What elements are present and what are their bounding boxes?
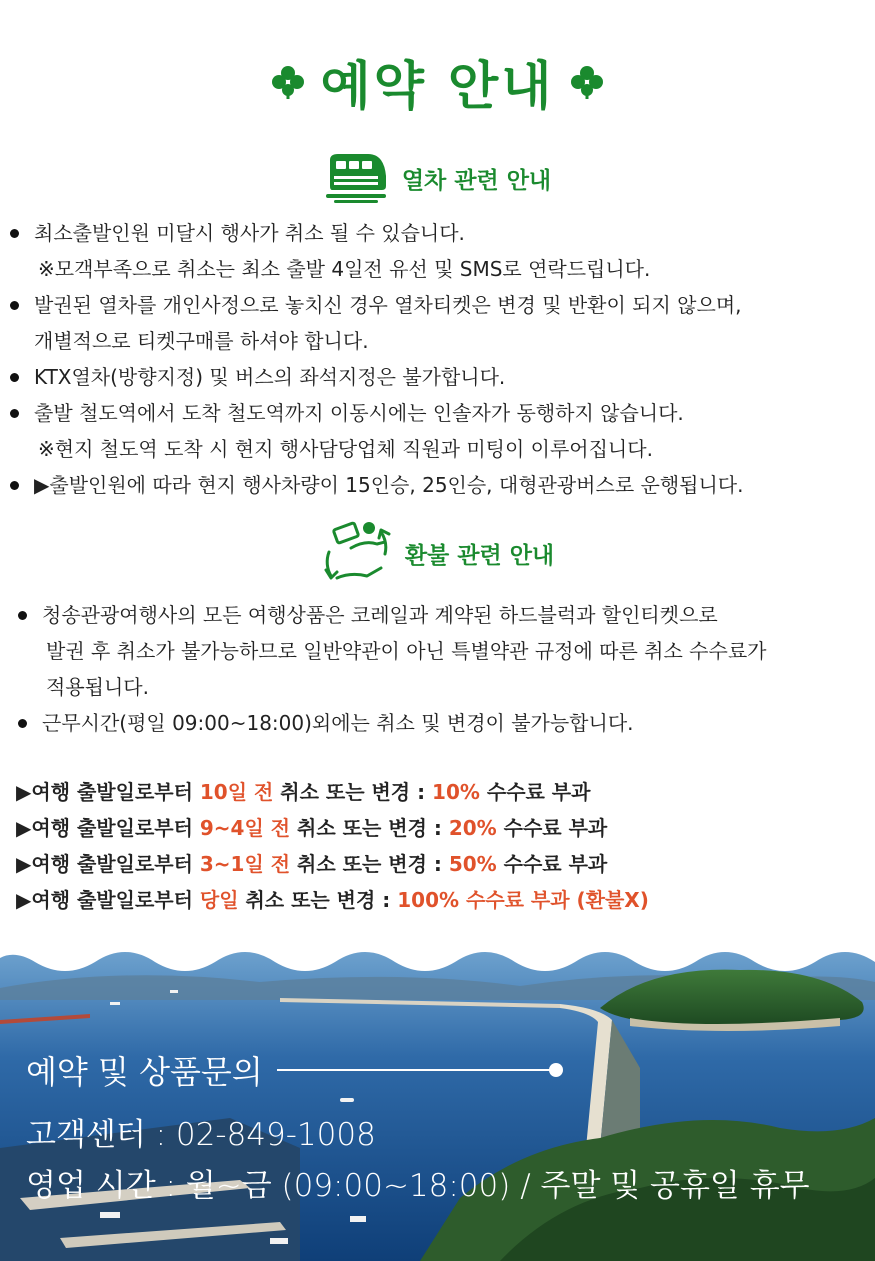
fee-prefix: ▶여행 출발일로부터 [16, 780, 200, 804]
note-text: ▶출발인원에 따라 현지 행사차량이 15인승, 25인승, 대형관광버스로 운행됩니다. [34, 473, 744, 497]
fee-period: 10일 전 [199, 780, 274, 804]
train-section-title: 열차 관련 안내 [401, 167, 552, 194]
fee-period: 당일 [199, 888, 239, 912]
refund-notes-list [16, 597, 871, 741]
train-section-heading [0, 152, 875, 204]
note-subtext: ※현지 철도역 도착 시 현지 행사담당업체 직원과 미팅이 이루어집니다. [38, 437, 653, 461]
fee-prefix: ▶여행 출발일로부터 [16, 888, 200, 912]
fee-mid: 취소 또는 변경 : [290, 852, 449, 876]
note-text: 최소출발인원 미달시 행사가 취소 될 수 있습니다. [34, 221, 465, 245]
list-item [8, 359, 868, 395]
note-text: 발권된 열차를 개인사정으로 놓치신 경우 열차티켓은 변경 및 반환이 되지 않으며, [34, 293, 742, 317]
note-subtext: 발권 후 취소가 불가능하므로 일반약관이 아닌 특별약관 규정에 따른 취소 수수료가 [46, 639, 767, 663]
fee-suffix: 수수료 부과 [496, 852, 608, 876]
fee-prefix: ▶여행 출발일로부터 [16, 852, 200, 876]
refund-section-title: 환불 관련 안내 [404, 542, 555, 569]
fee-row [16, 846, 649, 882]
contact-info [26, 1047, 810, 1205]
fee-row [16, 774, 649, 810]
refund-icon [321, 518, 391, 588]
note-text: 출발 철도역에서 도착 철도역까지 이동시에는 인솔자가 동행하지 않습니다. [34, 401, 684, 425]
fee-period: 3~1일 전 [199, 852, 291, 876]
clover-icon [569, 64, 605, 100]
note-subtext: ※모객부족으로 취소는 최소 출발 4일전 유선 및 SMS로 연락드립니다. [38, 257, 651, 281]
list-item [8, 215, 868, 287]
fee-schedule [16, 774, 649, 918]
list-item [8, 467, 868, 503]
clover-icon [270, 64, 306, 100]
page-title-wrap [270, 44, 604, 119]
refund-section-heading [0, 518, 875, 588]
train-icon [324, 152, 388, 204]
business-hours: 영업 시간 : 월~금 (09:00~18:00) / 주말 및 공휴일 휴무 [26, 1168, 810, 1204]
fee-rate: 10% [432, 780, 480, 804]
note-subtext: 적용됩니다. [46, 675, 149, 699]
fee-mid: 취소 또는 변경 : [290, 816, 449, 840]
fee-prefix: ▶여행 출발일로부터 [16, 816, 200, 840]
fee-mid: 취소 또는 변경 : [273, 780, 433, 804]
fee-suffix: 수수료 부과 [479, 780, 591, 804]
note-text: 청송관광여행사의 모든 여행상품은 코레일과 계약된 하드블럭과 할인티켓으로 [42, 603, 718, 627]
page-header [0, 44, 875, 119]
contact-heading-row [26, 1047, 810, 1093]
list-item [16, 597, 871, 705]
divider-line [277, 1069, 557, 1071]
list-item [8, 395, 868, 467]
note-subtext: 개별적으로 티켓구매를 하셔야 합니다. [34, 329, 369, 353]
contact-heading: 예약 및 상품문의 [26, 1053, 263, 1091]
fee-row [16, 810, 649, 846]
fee-row [16, 882, 649, 918]
note-text: 근무시간(평일 09:00~18:00)외에는 취소 및 변경이 불가능합니다. [42, 711, 634, 735]
list-item [8, 287, 868, 359]
fee-rate: 20% [448, 816, 497, 840]
fee-rate: 50% [448, 852, 497, 876]
fee-suffix: 수수료 부과 [496, 816, 608, 840]
fee-rate: 100% 수수료 부과 (환불X) [397, 888, 649, 912]
page-title: 예약 안내 [320, 57, 555, 117]
fee-period: 9~4일 전 [199, 816, 291, 840]
list-item [16, 705, 871, 741]
fee-mid: 취소 또는 변경 : [238, 888, 398, 912]
note-text: KTX열차(방향지정) 및 버스의 좌석지정은 불가합니다. [34, 365, 506, 389]
train-notes-list [8, 215, 868, 503]
contact-phone: 고객센터 : 02-849-1008 [26, 1117, 376, 1153]
